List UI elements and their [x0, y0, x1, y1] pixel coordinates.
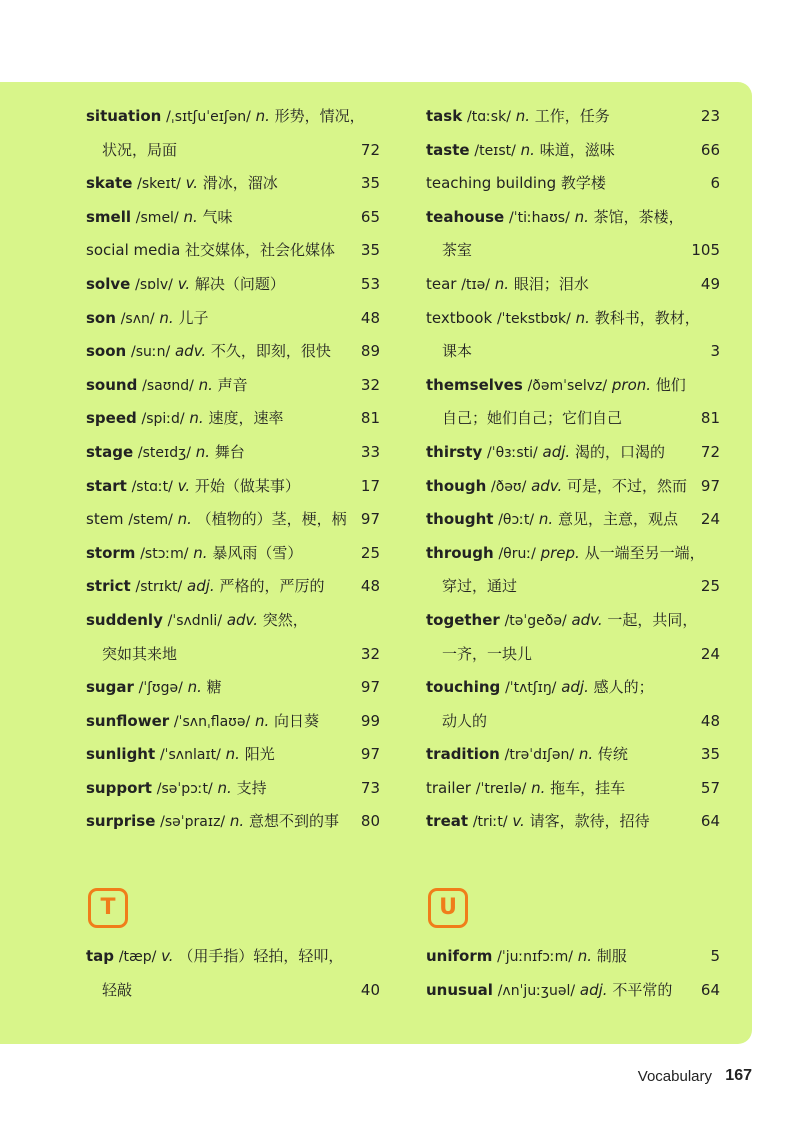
- entry-headword: situation: [86, 107, 162, 125]
- entry-page: 97: [700, 476, 720, 495]
- entry-meaning: 茶馆，茶楼，: [593, 207, 684, 226]
- section-letter-u: U: [428, 888, 468, 928]
- entry-part-of-speech: n.: [575, 308, 590, 327]
- entry-phonetic: /səˈpraɪz/: [160, 814, 226, 831]
- entry-meaning: 教科书，教材，: [594, 308, 700, 327]
- entry-headword: thought: [426, 510, 494, 529]
- vocab-entry: [426, 772, 720, 806]
- entry-phonetic: /stem/: [128, 512, 173, 529]
- entry-phrase: social media: [86, 241, 181, 260]
- entry-part-of-speech: adv.: [571, 610, 603, 629]
- vocab-entry: [86, 335, 380, 369]
- entry-phonetic: /saʊnd/: [142, 377, 194, 394]
- right-column: [426, 100, 720, 839]
- vocab-entry: [426, 436, 720, 470]
- entry-page: 35: [700, 745, 720, 764]
- vocab-entry: [86, 772, 380, 806]
- entry-page: 32: [360, 644, 380, 663]
- entry-meaning: 阳光: [244, 745, 275, 764]
- entry-headword: sunlight: [86, 745, 156, 764]
- entry-phonetic: /ðəmˈselvz/: [527, 377, 608, 394]
- entry-part-of-speech: n.: [531, 778, 546, 797]
- entry-part-of-speech: v.: [512, 812, 525, 831]
- entry-part-of-speech: n.: [255, 107, 270, 125]
- entry-page: 97: [360, 510, 380, 529]
- entry-page: 64: [700, 980, 720, 999]
- entry-meaning: 状况，局面: [102, 140, 178, 159]
- entry-part-of-speech: n.: [538, 510, 554, 529]
- entry-phonetic: /ˈsʌnˌflaʊə/: [173, 713, 251, 730]
- vocab-entry: [426, 503, 720, 537]
- entry-phonetic: /θruː/: [498, 545, 536, 562]
- entry-phonetic: /sʌn/: [120, 310, 155, 327]
- entry-meaning: 课本: [442, 342, 473, 361]
- entry-phonetic: /skeɪt/: [137, 176, 181, 193]
- entry-part-of-speech: adj.: [579, 980, 608, 999]
- entry-headword: through: [426, 543, 494, 562]
- entry-phrase: stem: [86, 510, 124, 529]
- entry-phonetic: /təˈgeðə/: [504, 612, 567, 629]
- vocab-entry: [86, 268, 380, 302]
- entry-headword: taste: [426, 140, 470, 159]
- entry-page: 73: [360, 778, 380, 797]
- entry-meaning: 气味: [202, 207, 233, 226]
- section-u-column: [426, 940, 720, 1007]
- entry-continuation: [86, 974, 380, 1008]
- entry-meaning: 解决（问题）: [194, 274, 285, 293]
- entry-headword: smell: [86, 207, 132, 226]
- section-letter-t: T: [88, 888, 128, 928]
- entry-part-of-speech: n.: [187, 678, 202, 697]
- entry-headword: speed: [86, 409, 137, 428]
- entry-meaning: 茶室: [442, 241, 473, 260]
- entry-part-of-speech: n.: [520, 140, 535, 159]
- entry-meaning: 突如其来地: [102, 644, 178, 663]
- entry-meaning: 滑冰，溜冰: [202, 174, 278, 193]
- entry-phonetic: /stɑːt/: [131, 478, 173, 495]
- entry-part-of-speech: n.: [494, 274, 510, 293]
- entry-page: 81: [700, 409, 720, 428]
- entry-part-of-speech: adv.: [531, 476, 563, 495]
- vocab-entry: [86, 705, 380, 739]
- entry-page: 33: [360, 442, 380, 461]
- entry-phonetic: /tɑːsk/: [466, 109, 511, 125]
- entry-part-of-speech: n.: [515, 107, 530, 125]
- entry-part-of-speech: n.: [159, 308, 174, 327]
- vocab-entry: [426, 302, 720, 336]
- entry-phonetic: /strɪkt/: [135, 579, 183, 596]
- entry-part-of-speech: n.: [577, 947, 593, 965]
- entry-page: 66: [700, 140, 720, 159]
- vocab-entry: [86, 302, 380, 336]
- entry-meaning: （用手指）轻拍，轻叩，: [178, 947, 344, 965]
- entry-page: 35: [360, 174, 380, 193]
- vocab-entry: [426, 974, 720, 1008]
- entry-headword: together: [426, 610, 500, 629]
- entry-part-of-speech: n.: [198, 375, 213, 394]
- entry-phonetic: /ˈsʌdnli/: [167, 612, 223, 629]
- entry-phonetic: /ˈjuːnɪfɔːm/: [497, 949, 573, 965]
- entry-part-of-speech: prep.: [540, 543, 580, 562]
- entry-part-of-speech: adj.: [187, 577, 215, 596]
- entry-page: 3: [710, 342, 720, 361]
- entry-phonetic: /stɔːm/: [140, 545, 189, 562]
- entry-phonetic: /ˈtekstbʊk/: [496, 310, 571, 327]
- entry-phonetic: /ˈtʌtʃɪŋ/: [505, 680, 557, 697]
- entry-part-of-speech: n.: [177, 510, 192, 529]
- entry-meaning: 开始（做某事）: [194, 476, 300, 495]
- entry-phonetic: /spiːd/: [141, 411, 185, 428]
- entry-part-of-speech: v.: [161, 947, 174, 965]
- vocab-entry: [86, 402, 380, 436]
- entry-meaning: 可是，不过，然而: [567, 476, 688, 495]
- entry-phrase: teaching building: [426, 174, 557, 193]
- entry-phonetic: /ˈʃʊgə/: [138, 680, 183, 697]
- entry-page: 25: [700, 577, 720, 596]
- entry-part-of-speech: n.: [193, 543, 208, 562]
- entry-headword: storm: [86, 543, 136, 562]
- entry-phonetic: /ˈsʌnlaɪt/: [159, 747, 221, 764]
- entry-continuation: [426, 335, 720, 369]
- entry-phrase: textbook: [426, 308, 493, 327]
- vocab-entry: [86, 604, 380, 638]
- entry-page: 32: [360, 375, 380, 394]
- vocab-entry: [426, 671, 720, 705]
- entry-continuation: [86, 134, 380, 168]
- entry-headword: skate: [86, 174, 133, 193]
- entry-phonetic: /ˈtreɪlə/: [475, 780, 527, 797]
- vocab-entry: [426, 268, 720, 302]
- entry-meaning: 动人的: [442, 711, 488, 730]
- entry-meaning: 感人的；: [593, 678, 654, 697]
- entry-headword: though: [426, 476, 487, 495]
- entry-headword: start: [86, 476, 127, 495]
- entry-part-of-speech: adj.: [542, 442, 571, 461]
- entry-part-of-speech: n.: [578, 745, 594, 764]
- entry-phonetic: /smel/: [135, 209, 179, 226]
- entry-page: 40: [360, 980, 380, 999]
- entry-page: 72: [700, 442, 720, 461]
- vocab-entry: [86, 167, 380, 201]
- entry-part-of-speech: n.: [229, 812, 245, 831]
- vocab-entry: [86, 436, 380, 470]
- entry-meaning: 穿过，通过: [442, 577, 518, 596]
- entry-meaning: 社交媒体，社会化媒体: [185, 241, 336, 260]
- entry-page: 48: [360, 308, 380, 327]
- entry-meaning: 声音: [217, 375, 248, 394]
- entry-headword: uniform: [426, 947, 493, 965]
- entry-page: 81: [360, 409, 380, 428]
- entry-phonetic: /tæp/: [118, 949, 157, 965]
- entry-part-of-speech: n.: [189, 409, 204, 428]
- entry-page: 64: [700, 812, 720, 831]
- entry-page: 23: [700, 107, 720, 125]
- entry-phonetic: /sɒlv/: [135, 276, 173, 293]
- vocab-entry: [426, 201, 720, 235]
- vocab-entry: [426, 604, 720, 638]
- vocab-entry: [86, 671, 380, 705]
- entry-meaning: 轻敲: [102, 980, 133, 999]
- entry-part-of-speech: n.: [217, 778, 232, 797]
- entry-meaning: 不久，即刻，很快: [210, 342, 331, 361]
- entry-page: 97: [360, 745, 380, 764]
- vocab-entry: [426, 537, 720, 571]
- entry-headword: stage: [86, 442, 134, 461]
- entry-page: 99: [360, 711, 380, 730]
- entry-headword: support: [86, 778, 152, 797]
- entry-meaning: 向日葵: [274, 711, 320, 730]
- vocab-entry: [426, 738, 720, 772]
- entry-page: 89: [360, 342, 380, 361]
- vocab-entry: [426, 940, 720, 974]
- entry-meaning: 请客，款待，招待: [529, 812, 650, 831]
- entry-part-of-speech: v.: [185, 174, 198, 193]
- entry-phonetic: /suːn/: [131, 344, 171, 361]
- left-column: [86, 100, 380, 839]
- entry-continuation: [426, 638, 720, 672]
- vocab-entry: [86, 570, 380, 604]
- entry-meaning: 意见，主意，观点: [557, 510, 678, 529]
- entry-headword: touching: [426, 678, 501, 697]
- entry-phonetic: /teɪst/: [474, 142, 516, 159]
- entry-page: 24: [700, 644, 720, 663]
- entry-meaning: （植物的）茎，梗，柄: [196, 510, 347, 529]
- entry-page: 65: [360, 207, 380, 226]
- entry-page: 72: [360, 140, 380, 159]
- entry-meaning: 渴的，口渴的: [574, 442, 665, 461]
- entry-headword: tradition: [426, 745, 500, 764]
- entry-headword: teahouse: [426, 207, 505, 226]
- section-t-column: [86, 940, 380, 1007]
- entry-headword: thirsty: [426, 442, 483, 461]
- entry-phonetic: /θɔːt/: [498, 512, 535, 529]
- entry-page: 5: [710, 947, 720, 965]
- entry-page: 97: [360, 678, 380, 697]
- entry-page: 6: [710, 174, 720, 193]
- entry-page: 48: [700, 711, 720, 730]
- entry-meaning: 糖: [206, 678, 222, 697]
- entry-headword: sunflower: [86, 711, 170, 730]
- entry-meaning: 制服: [596, 947, 627, 965]
- vocab-entry: [86, 201, 380, 235]
- entry-headword: solve: [86, 274, 131, 293]
- entry-meaning: 他们: [655, 375, 686, 394]
- entry-headword: task: [426, 107, 463, 125]
- entry-phonetic: /trəˈdɪʃən/: [504, 747, 575, 764]
- entry-meaning: 一齐，一块儿: [442, 644, 533, 663]
- entry-meaning: 从一端至另一端，: [584, 543, 705, 562]
- entry-page: 80: [360, 812, 380, 831]
- vocab-entry: [86, 234, 380, 268]
- entry-headword: unusual: [426, 980, 493, 999]
- entry-meaning: 速度，速率: [208, 409, 284, 428]
- entry-phrase: trailer: [426, 778, 471, 797]
- entry-part-of-speech: n.: [254, 711, 270, 730]
- entry-phonetic: /tɪə/: [461, 276, 490, 293]
- vocab-entry: [86, 738, 380, 772]
- entry-meaning: 传统: [597, 745, 628, 764]
- entry-continuation: [426, 570, 720, 604]
- entry-page: 25: [360, 543, 380, 562]
- entry-page: 24: [700, 510, 720, 529]
- entry-headword: tap: [86, 947, 115, 965]
- entry-phrase: tear: [426, 274, 457, 293]
- entry-phonetic: /triːt/: [472, 814, 508, 831]
- entry-continuation: [426, 402, 720, 436]
- footer-label: Vocabulary: [637, 1068, 712, 1085]
- entry-meaning: 支持: [236, 778, 267, 797]
- entry-phonetic: /ʌnˈjuːʒuəl/: [497, 982, 576, 999]
- entry-page: 57: [700, 778, 720, 797]
- entry-phonetic: /ðəʊ/: [491, 478, 527, 495]
- vocab-entry: [426, 167, 720, 201]
- entry-part-of-speech: v.: [177, 274, 191, 293]
- page-number: 167: [725, 1067, 752, 1084]
- entry-headword: suddenly: [86, 610, 163, 629]
- entry-headword: strict: [86, 577, 131, 596]
- vocab-entry: [86, 805, 380, 839]
- entry-phonetic: /ˈθɜːsti/: [487, 444, 538, 461]
- entry-continuation: [86, 638, 380, 672]
- entry-page: 35: [360, 241, 380, 260]
- vocab-entry: [426, 100, 720, 134]
- entry-meaning: 暴风雨（雪）: [212, 543, 303, 562]
- vocab-entry: [86, 503, 380, 537]
- entry-part-of-speech: n.: [195, 442, 210, 461]
- entry-meaning: 一起，共同，: [607, 610, 698, 629]
- entry-headword: sound: [86, 375, 138, 394]
- entry-part-of-speech: n.: [183, 207, 198, 226]
- entry-part-of-speech: adv.: [226, 610, 258, 629]
- entry-page: 17: [360, 476, 380, 495]
- vocab-entry: [86, 940, 380, 974]
- entry-part-of-speech: n.: [574, 207, 589, 226]
- entry-meaning: 工作，任务: [534, 107, 610, 125]
- entry-phonetic: /ˈtiːhaʊs/: [509, 209, 570, 226]
- vocab-entry: [86, 537, 380, 571]
- entry-meaning: 自己；她们自己；它们自己: [442, 409, 623, 428]
- entry-page: 53: [360, 274, 380, 293]
- entry-meaning: 形势，情况，: [274, 107, 365, 125]
- entry-headword: son: [86, 308, 116, 327]
- entry-headword: soon: [86, 342, 127, 361]
- entry-meaning: 突然，: [262, 610, 308, 629]
- vocab-entry: [86, 100, 380, 134]
- entry-continuation: [426, 705, 720, 739]
- entry-meaning: 意想不到的事: [248, 812, 339, 831]
- entry-meaning: 味道，滋味: [539, 140, 615, 159]
- entry-meaning: 教学楼: [560, 174, 606, 193]
- entry-meaning: 不平常的: [612, 980, 673, 999]
- entry-phonetic: /səˈpɔːt/: [156, 780, 213, 797]
- vocab-entry: [86, 369, 380, 403]
- entry-meaning: 严格的，严厉的: [219, 577, 325, 596]
- entry-page: 49: [700, 274, 720, 293]
- entry-phonetic: /ˌsɪtʃuˈeɪʃən/: [166, 109, 251, 125]
- entry-phonetic: /steɪdʒ/: [137, 444, 191, 461]
- entry-part-of-speech: pron.: [611, 375, 652, 394]
- vocab-entry: [426, 805, 720, 839]
- entry-part-of-speech: adv.: [174, 342, 207, 361]
- entry-continuation: [426, 234, 720, 268]
- entry-meaning: 舞台: [214, 442, 245, 461]
- entry-part-of-speech: v.: [177, 476, 191, 495]
- entry-meaning: 眼泪；泪水: [513, 274, 589, 293]
- entry-headword: themselves: [426, 375, 523, 394]
- entry-page: 48: [360, 577, 380, 596]
- vocab-entry: [426, 369, 720, 403]
- vocab-entry: [426, 134, 720, 168]
- vocab-entry: [426, 470, 720, 504]
- entry-page: 105: [691, 241, 720, 260]
- entry-meaning: 拖车，挂车: [550, 778, 626, 797]
- entry-part-of-speech: adj.: [561, 678, 589, 697]
- entry-meaning: 儿子: [178, 308, 209, 327]
- entry-headword: treat: [426, 812, 469, 831]
- entry-part-of-speech: n.: [225, 745, 240, 764]
- vocab-entry: [86, 470, 380, 504]
- entry-headword: sugar: [86, 678, 134, 697]
- entry-headword: surprise: [86, 812, 156, 831]
